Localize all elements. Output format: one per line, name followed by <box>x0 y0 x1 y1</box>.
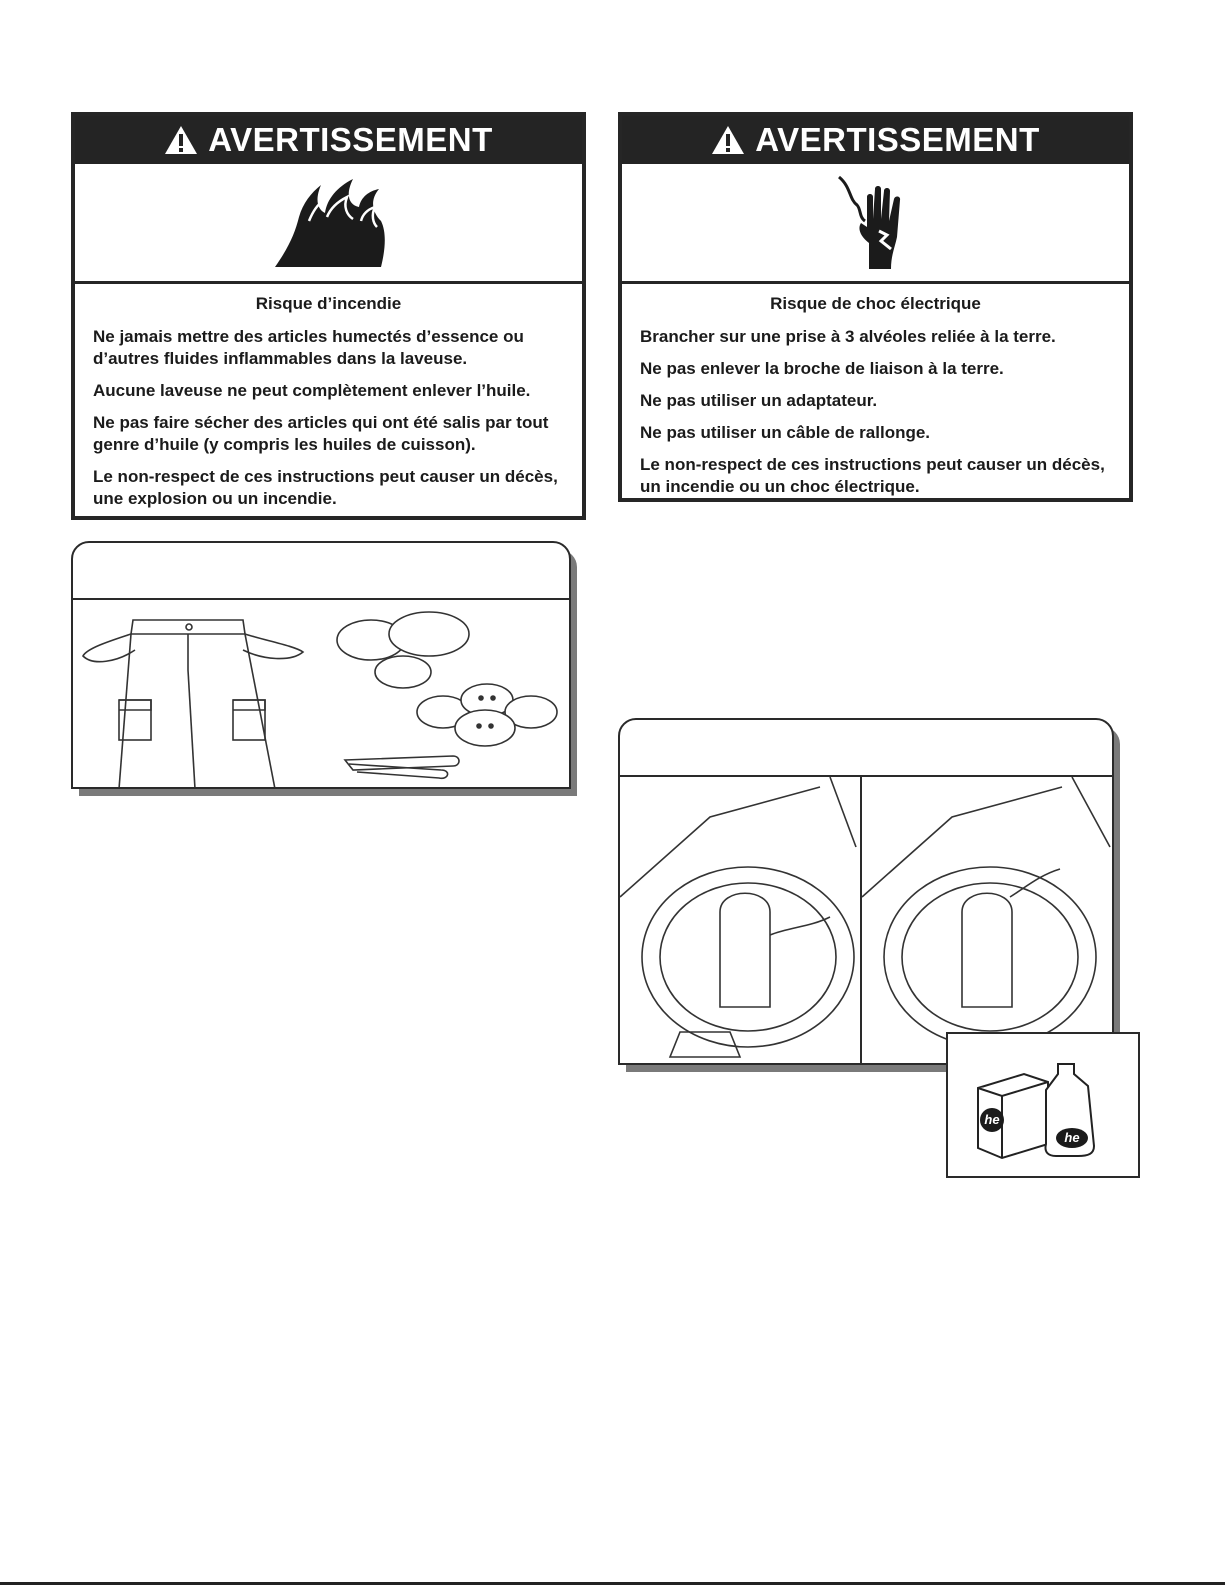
illustration-header-bar <box>73 543 569 600</box>
risk-title: Risque de choc électrique <box>770 294 981 313</box>
shock-icon-row <box>622 164 1129 284</box>
warning-line: Ne pas utiliser un adaptateur. <box>640 391 878 410</box>
warning-line: Ne jamais mettre des articles humectés d’essence ou d’autres fluides inflammables dans la laveuse. <box>93 327 524 368</box>
warning-title: AVERTISSEMENT <box>208 121 493 158</box>
he-detergent-box <box>946 1032 1140 1178</box>
fire-icon-row <box>75 164 582 284</box>
warning-title: AVERTISSEMENT <box>755 121 1040 158</box>
fire-warning-text <box>75 284 582 530</box>
warning-line: Aucune laveuse ne peut complètement enlever l’huile. <box>93 381 531 400</box>
shock-warning-box <box>618 112 1133 502</box>
warning-triangle-icon <box>711 125 745 155</box>
warning-line: Le non-respect de ces instructions peut causer un décès, un incendie ou un choc électrique. <box>640 455 1105 496</box>
warning-header <box>622 116 1129 164</box>
washer-loading-illustration <box>620 777 1112 1065</box>
empty-pockets-illustration <box>73 600 569 789</box>
fire-warning-box <box>71 112 586 520</box>
pockets-illustration-panel <box>71 541 571 789</box>
flame-icon <box>269 177 389 269</box>
washer-illustration-panel <box>618 718 1114 1065</box>
warning-line: Le non-respect de ces instructions peut causer un décès, une explosion ou un incendie. <box>93 467 558 508</box>
warning-line: Brancher sur une prise à 3 alvéoles reliée à la terre. <box>640 327 1056 346</box>
warning-line: Ne pas enlever la broche de liaison à la terre. <box>640 359 1004 378</box>
illustration-header-bar <box>620 720 1112 777</box>
electric-shock-hand-icon <box>831 173 921 273</box>
warning-triangle-icon <box>164 125 198 155</box>
he-logo: he <box>984 1112 1000 1127</box>
warning-header <box>75 116 582 164</box>
he-detergent-products-illustration <box>948 1034 1138 1176</box>
warning-line: Ne pas faire sécher des articles qui ont été salis par tout genre d’huile (y compris les huiles de cuisson). <box>93 413 549 454</box>
he-logo: he <box>1064 1130 1080 1145</box>
risk-title: Risque d’incendie <box>255 294 402 313</box>
warning-line: Ne pas utiliser un câble de rallonge. <box>640 423 931 442</box>
shock-warning-text <box>622 284 1129 518</box>
